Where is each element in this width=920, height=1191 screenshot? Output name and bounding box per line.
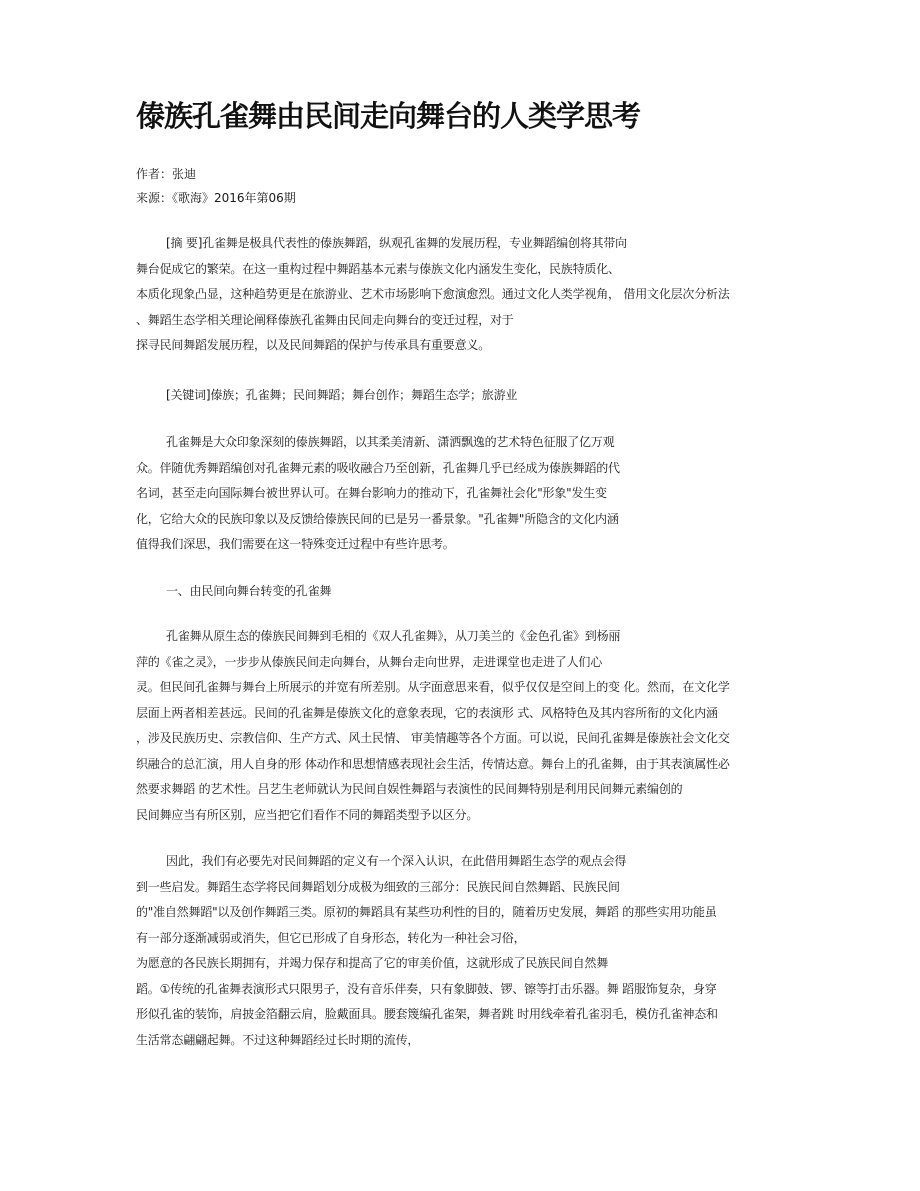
paragraph-line: 蹈。①传统的孔雀舞表演形式只限男子，没有音乐伴奏，只有象脚鼓、锣、镲等打击乐器。舞 蹈服饰复杂，身穿	[136, 981, 717, 996]
article-author: 作者：张迪	[136, 167, 197, 181]
paragraph-line: 民间舞应当有所区别，应当把它们看作不同的舞蹈类型予以区分。	[136, 807, 479, 822]
paragraph-line: 织融合的总汇演，用人自身的形 体动作和思想情感表现社会生活，传情达意。舞台上的孔雀舞，由于其表演属性必	[136, 756, 730, 771]
paragraph-line: 孔雀舞是大众印象深刻的傣族舞蹈，以其柔美清新、潇洒飘逸的艺术特色征服了亿万观	[166, 435, 615, 449]
paragraph-line: 孔雀舞从原生态的傣族民间舞到毛相的《双人孔雀舞》，从刀美兰的《金色孔雀》到杨丽	[166, 629, 621, 643]
abstract-line: 舞台促成它的繁荣。在这一重构过程中舞蹈基本元素与傣族文化内涵发生变化，民族特质化、	[136, 261, 620, 276]
paragraph-line: 因此，我们有必要先对民间舞蹈的定义有一个深入认识，在此借用舞蹈生态学的观点会得	[166, 854, 627, 868]
paragraph-line: 众。伴随优秀舞蹈编创对孔雀舞元素的吸收融合乃至创新，孔雀舞几乎已经成为傣族舞蹈的代	[136, 460, 620, 475]
section-heading-text: 一、由民间向舞台转变的孔雀舞	[166, 584, 332, 598]
abstract-line: 本质化现象凸显，这种趋势更是在旅游业、艺术市场影响下愈演愈烈。通过文化人类学视角， 借用文化层次分析法	[136, 287, 730, 301]
paragraph-line: 然要求舞蹈 的艺术性。吕艺生老师就认为民间自娱性舞蹈与表演性的民间舞特别是利用民间舞元素编创的	[136, 782, 683, 796]
paragraph-line: 化，它给大众的民族印象以及反馈给傣族民间的已是另一番景象。"孔雀舞"所隐含的文化内涵	[136, 511, 619, 526]
body-paragraph-2	[136, 624, 786, 828]
section-heading-1	[136, 579, 786, 605]
paragraph-line: 的"准自然舞蹈"以及创作舞蹈三类。原初的舞蹈具有某些功利性的目的，随着历史发展，舞蹈 的那些实用功能虽	[136, 905, 717, 919]
article-source: 来源：《歌海》2016年第06期	[136, 191, 296, 205]
abstract-line: 、舞蹈生态学相关理论阐释傣族孔雀舞由民间走向舞台的变迁过程，对于	[136, 312, 514, 327]
keywords-line: [关键词]傣族；孔雀舞；民间舞蹈；舞台创作；舞蹈生态学；旅游业	[166, 388, 518, 402]
paragraph-line: 萍的《雀之灵》，一步步从傣族民间走向舞台，从舞台走向世界，走进课堂也走进了人们心	[136, 654, 603, 669]
paragraph-line: 生活常态翩翩起舞。不过这种舞蹈经过长时期的流传，	[136, 1032, 420, 1047]
paragraph-line: 值得我们深思，我们需要在这一特殊变迁过程中有些许思考。	[136, 537, 455, 551]
paragraph-line: 灵。但民间孔雀舞与舞台上所展示的并宽有所差别。从字面意思来看，似乎仅仅是空间上的变 化。然而，在文化学	[136, 680, 730, 694]
paragraph-line: 到一些启发。舞蹈生态学将民间舞蹈划分成极为细致的三部分：民族民间自然舞蹈、民族民间	[136, 879, 620, 894]
paragraph-line: 形似孔雀的装饰，肩披金箔翻云肩，脸戴面具。腰套篾编孔雀架，舞者跳 时用线牵着孔雀羽毛，模仿孔雀神态和	[136, 1007, 718, 1021]
paragraph-line: 为愿意的各民族长期拥有，并竭力保存和提高了它的审美价值，这就形成了民族民间自然舞	[136, 956, 609, 970]
paragraph-line: 名词，甚至走向国际舞台被世界认可。在舞台影响力的推动下，孔雀舞社会化"形象"发生变	[136, 486, 607, 500]
article-title: 傣族孔雀舞由民间走向舞台的人类学思考	[136, 99, 641, 133]
abstract-line: 探寻民间舞蹈发展历程，以及民间舞蹈的保护与传承具有重要意义。	[136, 338, 491, 352]
keywords-paragraph	[136, 383, 786, 409]
abstract-line: [摘 要]孔雀舞是极具代表性的傣族舞蹈，纵观孔雀舞的发展历程，专业舞蹈编创将其带向	[166, 236, 627, 250]
paragraph-line: 有一部分逐渐减弱或消失，但它已形成了自身形态，转化为一种社会习俗，	[136, 930, 526, 945]
abstract-paragraph	[136, 231, 786, 359]
paragraph-line: 层面上两者相差甚远。民间的孔雀舞是傣族文化的意象表现，它的表演形 式、风格特色及其内容所衔的文化内涵	[136, 705, 718, 720]
body-paragraph-1	[136, 430, 786, 558]
paragraph-line: ，涉及民族历史、宗教信仰、生产方式、风土民情、 审美情趣等各个方面。可以说，民间孔雀舞是傣族社会文化交	[136, 731, 730, 745]
body-paragraph-3	[136, 849, 786, 1053]
